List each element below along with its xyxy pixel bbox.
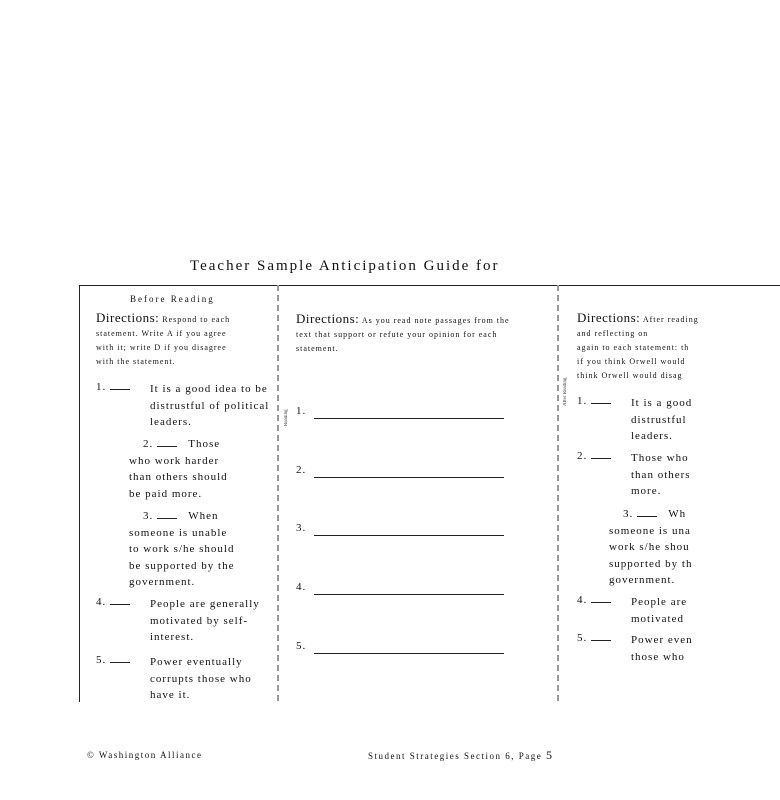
statement-number-label: 3. <box>623 508 634 520</box>
after-statement-number <box>577 632 611 644</box>
after-statement-3 <box>609 506 692 589</box>
statement-line: People are <box>631 596 688 608</box>
during-answer-line-4[interactable] <box>314 594 504 595</box>
statement-line: someone is unable <box>129 526 228 539</box>
after-directions-line: think Orwell would disag <box>577 371 683 380</box>
statement-line: work s/he shou <box>609 541 690 553</box>
statement-number-label: 2. <box>143 438 154 450</box>
after-statement-5 <box>631 632 693 665</box>
statement-number-label: 5. <box>96 654 107 666</box>
before-statement-number <box>96 381 130 393</box>
during-answer-line-2[interactable] <box>314 477 504 478</box>
statement-line: Those <box>188 438 221 450</box>
statement-line: than others should <box>129 471 228 483</box>
statement-line: be paid more. <box>129 487 203 500</box>
statement-line: Those who <box>631 452 689 464</box>
answer-blank[interactable] <box>637 516 657 517</box>
footer-copyright: © Washington Alliance <box>87 750 203 760</box>
answer-blank[interactable] <box>110 604 130 605</box>
before-statement-1 <box>150 381 269 431</box>
during-directions-line: statement. <box>296 344 339 353</box>
before-directions-label: Directions: <box>96 310 160 325</box>
statement-line: more. <box>631 485 662 497</box>
statement-line: who work harder <box>129 454 220 467</box>
before-statement-number <box>96 596 130 608</box>
after-reading-side-label: After Reading <box>563 377 568 406</box>
statement-line: leaders. <box>150 416 192 428</box>
during-item-number: 4. <box>296 581 307 593</box>
footer-page-number: 5 <box>545 748 554 762</box>
statement-line: Power eventually <box>150 656 243 668</box>
after-statement-number <box>577 594 611 606</box>
statement-line: than others <box>631 468 691 481</box>
statement-line: distrustful <box>631 413 687 426</box>
during-answer-line-1[interactable] <box>314 418 504 419</box>
after-statement-number <box>577 450 611 462</box>
after-statement-number <box>577 395 611 407</box>
statement-line: Wh <box>668 508 687 520</box>
statement-line: those who <box>631 650 685 663</box>
statement-line: motivated by self- <box>150 614 249 627</box>
statement-number-label: 1. <box>96 381 107 393</box>
answer-blank[interactable] <box>591 602 611 603</box>
statement-line: Power even <box>631 634 693 646</box>
during-directions-line: As you read note passages from the <box>361 316 510 325</box>
answer-blank[interactable] <box>110 662 130 663</box>
statement-line: When <box>188 510 219 522</box>
statement-line: It is a good <box>631 397 693 409</box>
during-answer-line-5[interactable] <box>314 653 504 654</box>
before-reading-heading: Before Reading <box>130 294 215 304</box>
answer-blank[interactable] <box>110 389 130 390</box>
after-directions-line: and reflecting on <box>577 329 649 338</box>
before-statement-3 <box>129 508 234 591</box>
statement-line: be supported by the <box>129 559 235 572</box>
statement-line: have it. <box>150 689 191 701</box>
before-statement-5 <box>150 654 252 704</box>
during-answer-line-3[interactable] <box>314 535 504 536</box>
answer-blank[interactable] <box>591 640 611 641</box>
before-directions-line: with the statement. <box>96 357 176 366</box>
during-directions-label: Directions: <box>296 311 360 326</box>
during-directions <box>296 312 546 356</box>
during-directions-line: text that support or refute your opinion for each <box>296 330 498 339</box>
statement-line: government. <box>129 576 196 588</box>
statement-line: People are generally <box>150 598 260 610</box>
footer-section-label: Student Strategies Section 6, Page <box>368 751 543 761</box>
statement-number-label: 1. <box>577 395 588 407</box>
after-directions-line: After reading <box>642 315 699 324</box>
after-directions-line: if you think Orwell would <box>577 357 686 366</box>
before-statement-4 <box>150 596 260 646</box>
statement-number-label: 5. <box>577 632 588 644</box>
column-divider-1 <box>277 285 279 701</box>
during-item-number: 1. <box>296 405 307 417</box>
during-item-number: 5. <box>296 640 307 652</box>
answer-blank[interactable] <box>157 446 177 447</box>
column-divider-2 <box>557 285 559 701</box>
statement-number-label: 2. <box>577 450 588 462</box>
statement-line: corrupts those who <box>150 672 252 685</box>
during-item-number: 2. <box>296 464 307 476</box>
after-directions-label: Directions: <box>577 310 641 325</box>
statement-line: distrustful of political <box>150 399 270 412</box>
before-directions-line: Respond to each <box>162 315 231 324</box>
before-directions <box>96 311 276 369</box>
after-statement-1 <box>631 395 692 445</box>
answer-blank[interactable] <box>591 403 611 404</box>
statement-line: government. <box>609 574 676 586</box>
statement-line: motivated <box>631 612 684 625</box>
statement-line: to work s/he should <box>129 543 235 555</box>
statement-line: someone is una <box>609 524 691 537</box>
after-directions <box>577 311 777 383</box>
page-title: Teacher Sample Anticipation Guide for <box>190 258 500 274</box>
after-directions-line: again to each statement: th <box>577 343 690 352</box>
before-directions-line: statement. Write A if you agree <box>96 329 227 338</box>
during-reading-side-label: Reading <box>284 409 289 426</box>
before-statement-number <box>96 654 130 666</box>
before-directions-line: with it; write D if you disagree <box>96 343 227 352</box>
statement-line: supported by th <box>609 557 693 570</box>
footer-page-info <box>368 748 553 763</box>
after-statement-4 <box>631 594 687 627</box>
statement-number-label: 4. <box>96 596 107 608</box>
statement-line: interest. <box>150 631 195 643</box>
after-statement-2 <box>631 450 691 500</box>
answer-blank[interactable] <box>157 518 177 519</box>
statement-number-label: 4. <box>577 594 588 606</box>
before-statement-2 <box>129 436 228 502</box>
statement-number-label: 3. <box>143 510 154 522</box>
during-item-number: 3. <box>296 522 307 534</box>
statement-line: leaders. <box>631 430 673 442</box>
answer-blank[interactable] <box>591 458 611 459</box>
statement-line: It is a good idea to be <box>150 383 268 395</box>
